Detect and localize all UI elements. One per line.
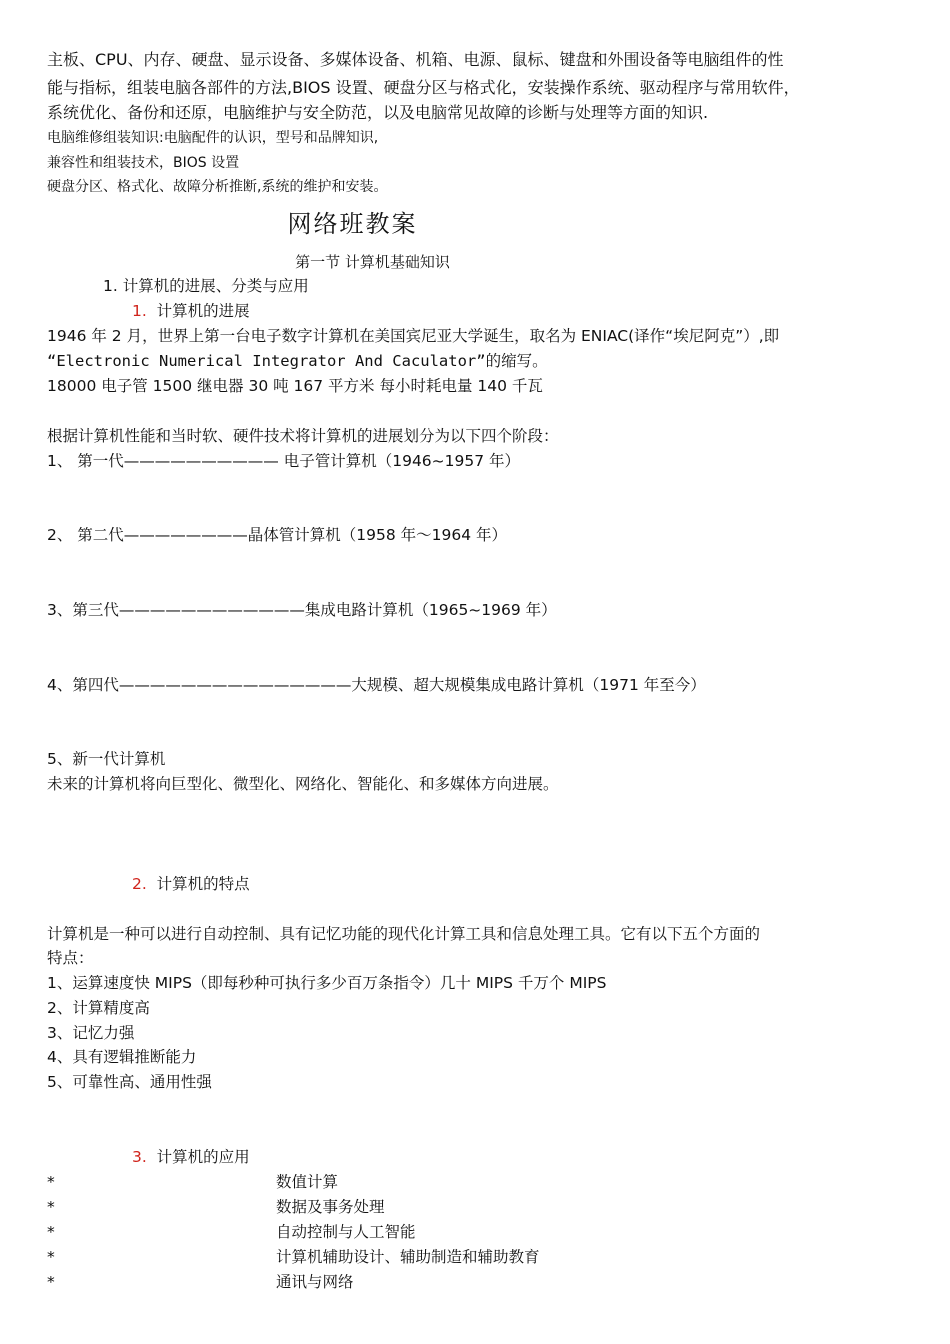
feature-4: 4、具有逻辑推断能力 xyxy=(47,1048,197,1066)
generation-1: 1、 第一代—————————— 电子管计算机（1946~1957 年） xyxy=(47,452,521,470)
subheading-number: 3. xyxy=(132,1148,147,1166)
intro-line-3: 系统优化、备份和还原，电脑维护与安全防范，以及电脑常见故障的诊断与处理等方面的知识. xyxy=(47,103,709,122)
application-item: 数值计算 xyxy=(276,1173,339,1191)
eniac-paragraph-1: 1946 年 2 月，世界上第一台电子数字计算机在美国宾尼亚大学诞生，取名为 ENIAC(译作“埃尼阿克”）,即 xyxy=(47,327,780,345)
feature-5: 5、可靠性高、通用性强 xyxy=(47,1073,212,1091)
application-item: 自动控制与人工智能 xyxy=(276,1223,416,1241)
generation-3: 3、第三代————————————集成电路计算机（1965~1969 年） xyxy=(47,601,557,619)
application-item: 数据及事务处理 xyxy=(276,1198,385,1216)
features-paragraph-1: 计算机是一种可以进行自动控制、具有记忆功能的现代化计算工具和信息处理工具。它有以下五个方面的 xyxy=(47,925,761,943)
feature-3: 3、记忆力强 xyxy=(47,1024,135,1042)
bullet: * xyxy=(47,1198,55,1216)
document-title: 网络班教案 xyxy=(287,210,418,238)
stages-intro: 根据计算机性能和当时软、硬件技术将计算机的进展划分为以下四个阶段： xyxy=(47,427,559,445)
subheading-number: 2. xyxy=(132,875,147,893)
subheading-features xyxy=(132,872,250,896)
intro-line-5: 兼容性和组装技术，BIOS 设置 xyxy=(47,155,240,171)
intro-line-2: 能与指标，组装电脑各部件的方法,BIOS 设置、硬盘分区与格式化，安装操作系统、驱动程序与常用软件， xyxy=(47,78,800,97)
feature-2: 2、计算精度高 xyxy=(47,999,150,1017)
eniac-stats: 18000 电子管 1500 继电器 30 吨 167 平方米 每小时耗电量 140 千瓦 xyxy=(47,377,543,395)
generation-2: 2、 第二代————————晶体管计算机（1958 年～1964 年） xyxy=(47,526,508,544)
intro-line-1: 主板、CPU、内存、硬盘、显示设备、多媒体设备、机箱、电源、鼠标、键盘和外围设备等电脑组件的性 xyxy=(47,50,784,69)
section-heading: 第一节 计算机基础知识 xyxy=(295,253,450,271)
generation-5: 5、新一代计算机 xyxy=(47,750,166,768)
application-item: 通讯与网络 xyxy=(276,1273,354,1291)
application-item: 计算机辅助设计、辅助制造和辅助教育 xyxy=(276,1248,540,1266)
subheading-label: 计算机的特点 xyxy=(156,875,250,893)
future-trend: 未来的计算机将向巨型化、微型化、网络化、智能化、和多媒体方向进展。 xyxy=(47,775,559,793)
generation-4: 4、第四代———————————————大规模、超大规模集成电路计算机（1971 年至今） xyxy=(47,676,706,694)
subheading-number: 1. xyxy=(132,302,147,320)
bullet: * xyxy=(47,1223,55,1241)
intro-line-4: 电脑维修组装知识:电脑配件的认识，型号和品牌知识, xyxy=(47,130,379,146)
feature-1: 1、运算速度快 MIPS（即每秒种可执行多少百万条指令）几十 MIPS 千万个 MIPS xyxy=(47,974,607,992)
bullet: * xyxy=(47,1273,55,1291)
subheading-development xyxy=(132,299,250,323)
subheading-label: 计算机的应用 xyxy=(156,1148,250,1166)
bullet: * xyxy=(47,1173,55,1191)
subheading-applications xyxy=(132,1145,250,1169)
features-paragraph-2: 特点： xyxy=(47,949,94,967)
bullet: * xyxy=(47,1248,55,1266)
subheading-label: 计算机的进展 xyxy=(156,302,250,320)
intro-line-6: 硬盘分区、格式化、故障分析推断,系统的维护和安装。 xyxy=(47,179,388,195)
eniac-paragraph-2: “Electronic Numerical Integrator And Caculator”的缩写。 xyxy=(47,352,548,370)
topic-heading: 1. 计算机的进展、分类与应用 xyxy=(103,277,309,295)
